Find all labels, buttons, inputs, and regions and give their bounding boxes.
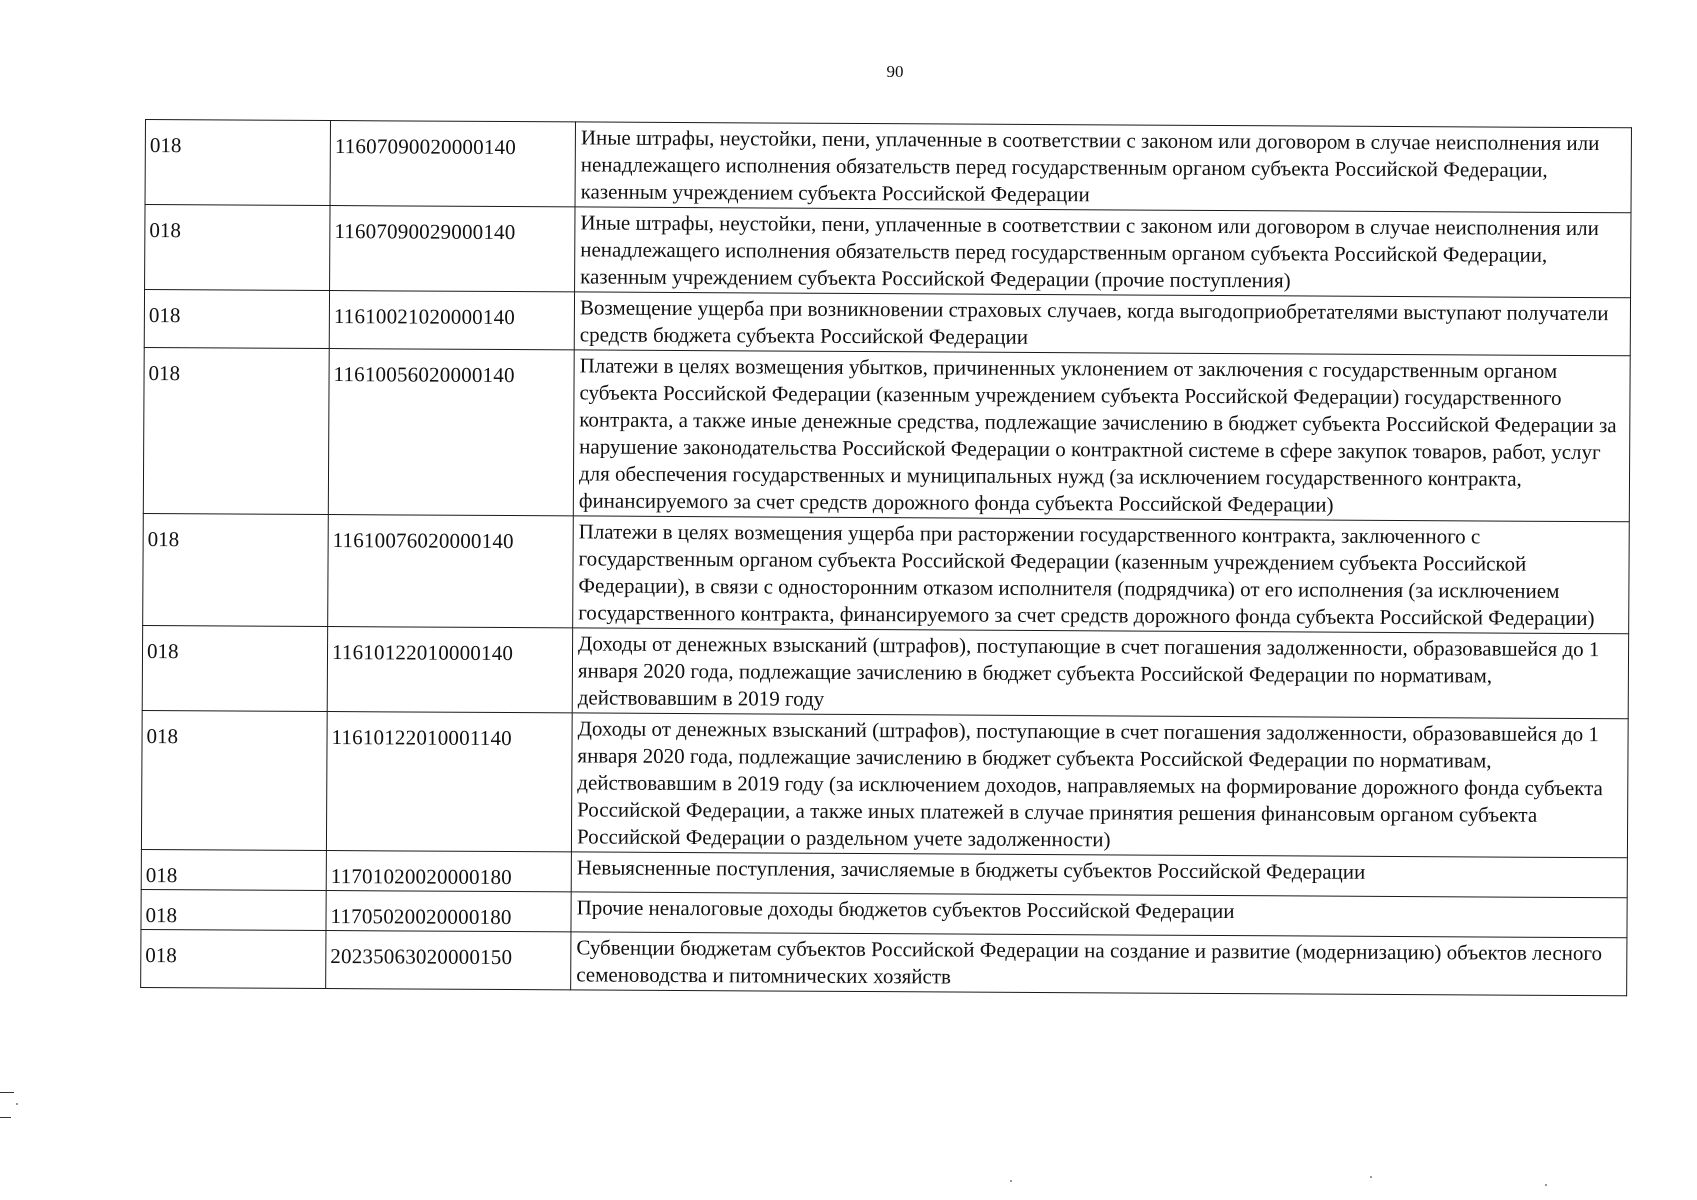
revenue-name-cell: Иные штрафы, неустойки, пени, уплаченные в соответствии с законом или договором в случае неисполнения или ненадлежащего исполнения обязательств перед государственным органом субъекта Российской Федерации, казенным учреждением субъекта Российской Федерации (прочие поступления) xyxy=(575,207,1631,298)
scan-margin-mark xyxy=(0,1092,14,1093)
admin-code-cell: 018 xyxy=(141,710,327,850)
revenue-name-cell: Субвенции бюджетам субъектов Российской Федерации на создание и развитие (модернизацию) объектов лесного семеноводства и питомнических хозяйств xyxy=(571,932,1627,996)
admin-code-cell: 018 xyxy=(144,290,329,349)
revenue-name-cell: Прочие неналоговые доходы бюджетов субъектов Российской Федерации xyxy=(571,892,1627,938)
table-row xyxy=(145,120,1631,213)
revenue-code-cell: 11610122010001140 xyxy=(326,712,572,852)
scan-speck xyxy=(16,1103,18,1105)
revenue-code-cell: 11610056020000140 xyxy=(328,349,574,516)
revenue-code-cell: 11610021020000140 xyxy=(329,291,574,350)
scan-margin-mark xyxy=(0,1117,11,1118)
admin-code-cell: 018 xyxy=(145,120,330,206)
admin-code-cell: 018 xyxy=(143,347,329,514)
revenue-code-cell: 11705020020000180 xyxy=(326,891,571,932)
revenue-name-cell: Иные штрафы, неустойки, пени, уплаченные в соответствии с законом или договором в случае неисполнения или ненадлежащего исполнения обязательств перед государственным органом субъекта Российской Федерации, казенным учреждением субъекта Российской Федерации xyxy=(575,122,1631,213)
revenue-code-cell: 11701020020000180 xyxy=(326,851,571,892)
revenue-code-cell: 11607090029000140 xyxy=(330,206,575,292)
table-row xyxy=(143,347,1630,521)
admin-code-cell: 018 xyxy=(143,513,329,626)
revenue-name-cell: Возмещение ущерба при возникновении страховых случаев, когда выгодоприобретателями выступают получатели средств бюджета субъекта Российской Федерации xyxy=(574,292,1630,356)
table-row xyxy=(142,625,1628,718)
revenue-code-cell: 11610076020000140 xyxy=(328,515,574,628)
revenue-name-cell: Доходы от денежных взысканий (штрафов), поступающие в счет погашения задолженности, образовавшейся до 1 января 2020 года, подлежащие зачислению в бюджет субъекта Российской Федерации по нормативам, действовавшим в 2019 году (за исключением доходов, направляемых на формирование дорожного фонда субъекта Российской Федерации, а также иных платежей в случае принятия решения финансовым органом субъекта Российской Федерации о раздельном учете задолженности) xyxy=(571,713,1628,858)
admin-code-cell: 018 xyxy=(141,929,326,988)
revenue-name-cell: Платежи в целях возмещения убытков, причиненных уклонением от заключения с государственным органом субъекта Российской Федерации (казенным учреждением субъекта Российской Федерации) государственного контракта, а также иные денежные средства, подлежащие зачислению в бюджет субъекта Российской Федерации за нарушение законодательства Российской Федерации о контрактной системе в сфере закупок товаров, работ, услуг для обеспечения государственных и муниципальных нужд (за исключением государственного контракта, финансируемого за счет средств дорожного фонда субъекта Российской Федерации) xyxy=(573,350,1630,522)
revenue-code-cell: 11607090020000140 xyxy=(330,121,575,207)
scan-speck xyxy=(1010,1180,1012,1182)
revenue-code-cell: 20235063020000150 xyxy=(326,931,571,990)
revenue-code-cell: 11610122010000140 xyxy=(327,627,572,713)
revenue-name-cell: Невыясненные поступления, зачисляемые в бюджеты субъектов Российской Федерации xyxy=(571,852,1627,898)
admin-code-cell: 018 xyxy=(141,889,326,930)
table-row xyxy=(141,710,1628,857)
scan-speck xyxy=(1370,1176,1372,1178)
scan-speck xyxy=(1545,1184,1547,1186)
admin-code-cell: 018 xyxy=(142,625,327,711)
table-row xyxy=(143,513,1630,633)
revenue-name-cell: Доходы от денежных взысканий (штрафов), поступающие в счет погашения задолженности, образовавшейся до 1 января 2020 года, подлежащие зачислению в бюджет субъекта Российской Федерации по нормативам, действовавшим в 2019 году xyxy=(572,628,1628,719)
table-row xyxy=(144,290,1630,356)
revenue-codes-table xyxy=(140,119,1632,996)
page-number: 90 xyxy=(886,62,904,81)
table-row xyxy=(141,929,1627,995)
admin-code-cell: 018 xyxy=(145,205,330,291)
admin-code-cell: 018 xyxy=(141,849,326,890)
table-row xyxy=(145,205,1631,298)
revenue-name-cell: Платежи в целях возмещения ущерба при расторжении государственного контракта, заключенного с государственным органом субъекта Российской Федерации (казенным учреждением субъекта Российской Федерации), в связи с односторонним отказом исполнителя (подрядчика) от его исполнения (за исключением государственного контракта, финансируемого за счет средств дорожного фонда субъекта Российской Федерации) xyxy=(573,516,1630,634)
